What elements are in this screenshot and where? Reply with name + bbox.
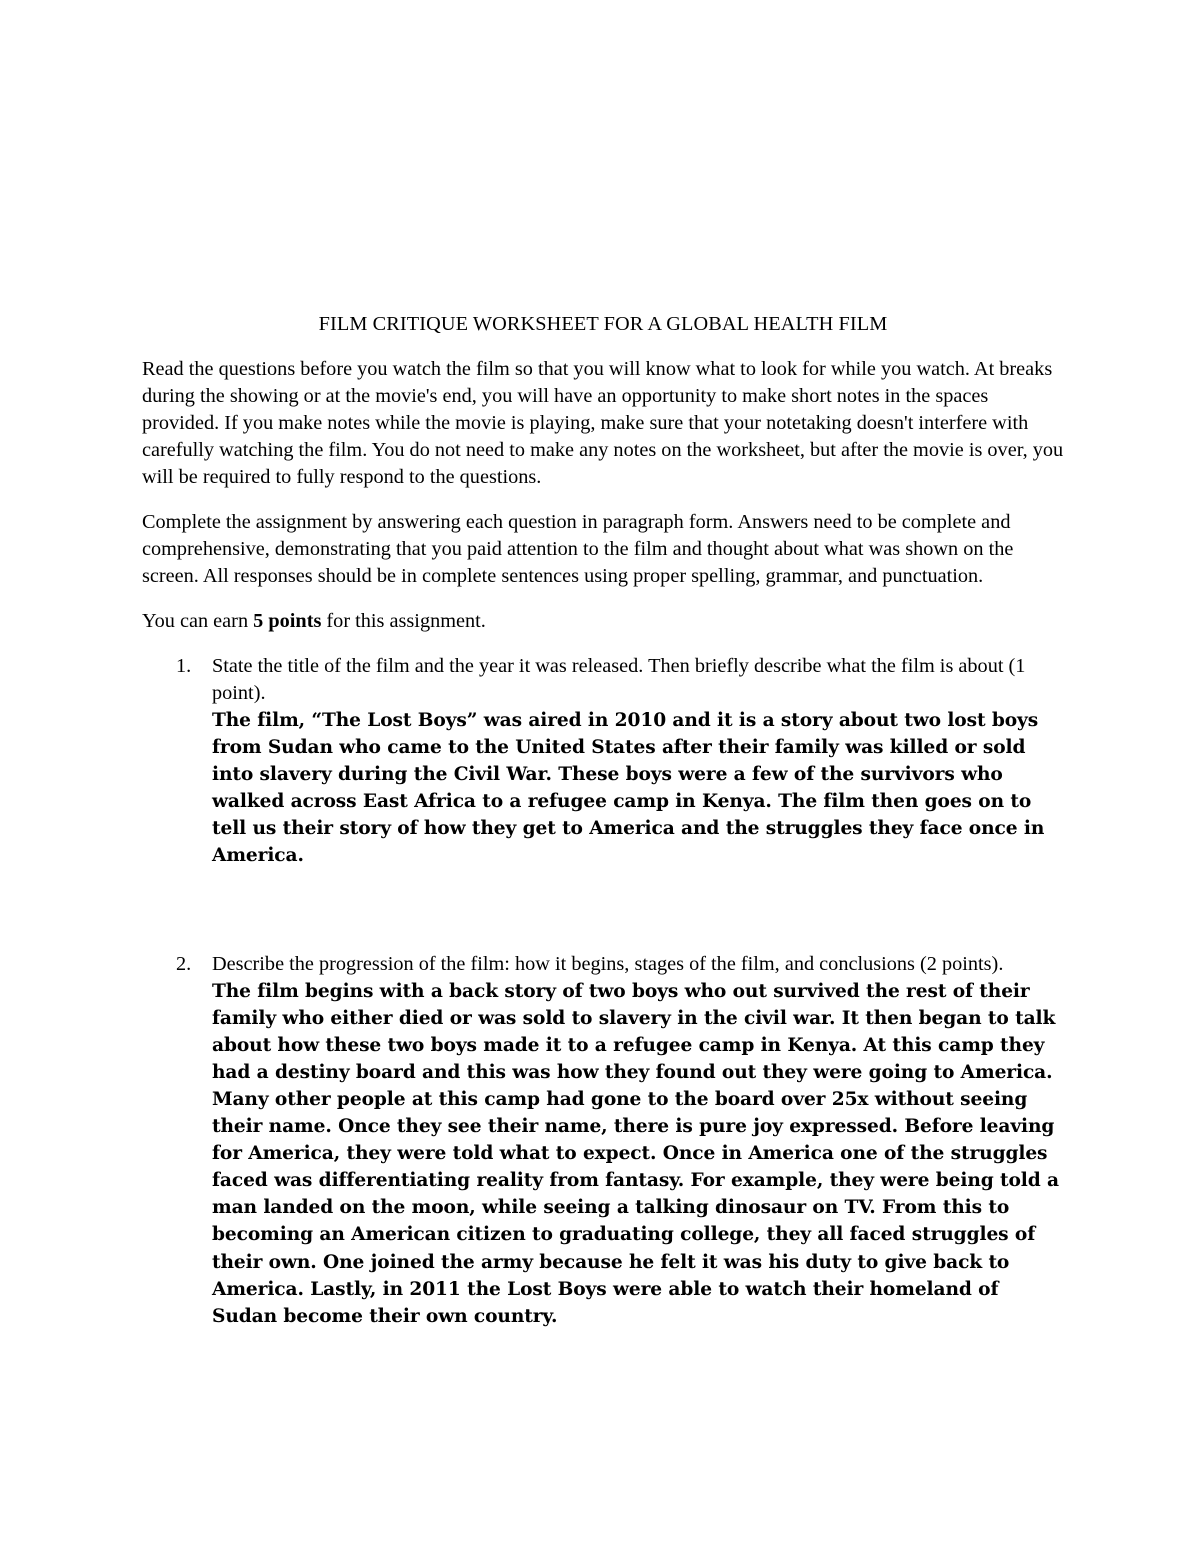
question-item-1 [142, 653, 1064, 870]
question-list [142, 653, 1064, 1330]
question-answer-1: The film, “The Lost Boys” was aired in 2010 and it is a story about two lost boys from Sudan who came to the United States after their family was killed or sold into slavery during the Civil War. These boys were a few of the survivors who walked across East Africa to a refugee camp in Kenya. The film then goes on to tell us their story of how they get to America and the struggles they face once in America. [212, 710, 1045, 867]
question-item-2 [142, 951, 1064, 1330]
document-content [142, 311, 1064, 1330]
question-prompt-1: State the title of the film and the year it was released. Then briefly describe what the film is about (1 point). [212, 655, 1026, 704]
points-prefix: You can earn [142, 610, 254, 632]
points-statement [142, 608, 1064, 635]
question-answer-2: The film begins with a back story of two boys who out survived the rest of their family who either died or was sold to slavery in the civil war. It then began to talk about how these two boys made it to a refugee camp in Kenya. At this camp they had a destiny board and this was how they found out they were going to America. Many other people at this camp had gone to the board over 25x without seeing their name. Once they see their name, there is pure joy expressed. Before leaving for America, they were told what to expect. Once in America one of the struggles faced was differentiating reality from fantasy. For example, they were being told a man landed on the moon, while seeing a talking dinosaur on TV. From this to becoming an American citizen to graduating college, they all faced struggles of their own. One joined the army because he felt it was his duty to give back to America. Lastly, in 2011 the Lost Boys were able to watch their homeland of Sudan become their own country. [212, 980, 1059, 1327]
question-number-1: 1. [176, 655, 192, 677]
instructions-paragraph-2: Complete the assignment by answering each question in paragraph form. Answers need to be complete and comprehensive, demonstrating that you paid attention to the film and thought about what was shown on the screen. All responses should be in complete sentences using proper spelling, grammar, and punctuation. [142, 511, 1014, 587]
question-number-2: 2. [176, 952, 192, 975]
points-value: 5 points [253, 610, 322, 632]
document-title: FILM CRITIQUE WORKSHEET FOR A GLOBAL HEALTH FILM [318, 313, 888, 335]
instructions-paragraph-1: Read the questions before you watch the film so that you will know what to look for while you watch. At breaks during the showing or at the movie's end, you will have an opportunity to make short notes in the spaces provided. If you make notes while the movie is playing, make sure that your notetaking doesn't interfere with carefully watching the film. You do not need to make any notes on the worksheet, but after the movie is over, you will be required to fully respond to the questions. [142, 358, 1064, 488]
question-prompt-2: Describe the progression of the film: how it begins, stages of the film, and conclusions (2 points). [212, 952, 1004, 975]
points-suffix: for this assignment. [321, 610, 486, 632]
